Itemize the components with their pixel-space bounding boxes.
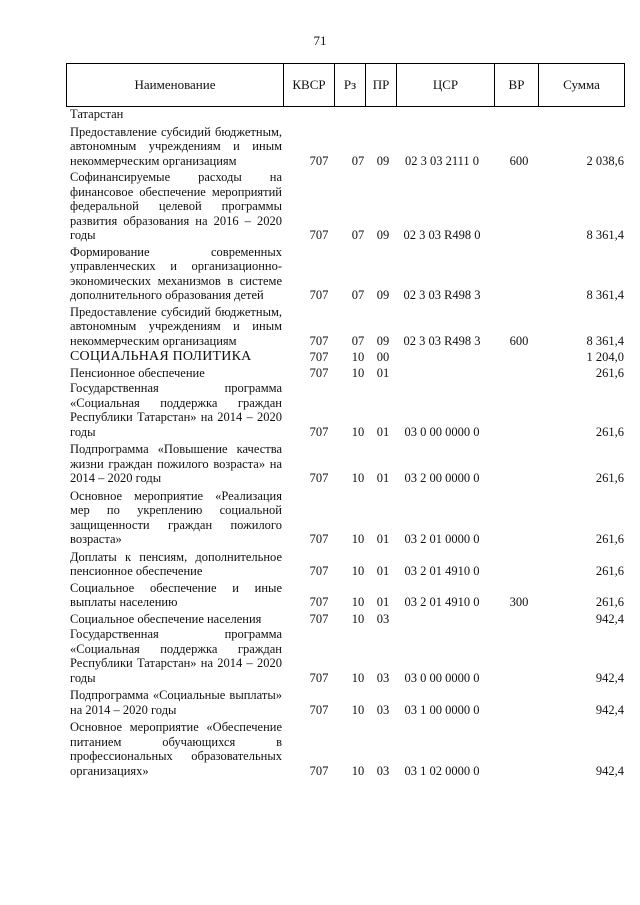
row-name: Софинансируемые расходы на финансовое обеспечение мероприятий федеральной целевой программы развития образования на 2016 – 2020 годы xyxy=(70,170,282,242)
table-row xyxy=(66,245,625,303)
kvsr-cell: 707 xyxy=(309,471,329,485)
csr-cell: 02 3 03 2111 0 xyxy=(404,153,480,168)
sum-cell: 8 361,4 xyxy=(586,288,624,302)
table-row xyxy=(66,612,625,627)
header-pr: ПР xyxy=(372,77,390,92)
rz-cell: 10 xyxy=(351,670,365,685)
sum-cell: 8 361,4 xyxy=(586,228,624,242)
sum-cell: 261,6 xyxy=(595,564,624,578)
csr-cell: 03 1 00 0000 0 xyxy=(404,702,480,717)
row-name: Государственная программа «Социальная поддержка граждан Республики Татарстан» на 2014 – 2020 годы xyxy=(70,627,282,685)
csr-cell: 03 2 01 0000 0 xyxy=(404,532,480,546)
header-rz: Рз xyxy=(343,77,357,92)
rz-cell: 10 xyxy=(351,595,365,609)
row-name: Доплаты к пенсиям, дополнительное пенсионное обеспечение xyxy=(70,549,282,578)
csr-cell: 02 3 03 R498 3 xyxy=(403,288,481,302)
rz-cell: 07 xyxy=(351,153,365,168)
csr-cell: 02 3 03 R498 3 xyxy=(403,333,481,348)
csr-cell: 02 3 03 R498 0 xyxy=(403,228,481,242)
page-number: 71 xyxy=(313,33,327,48)
sum-cell: 261,6 xyxy=(595,471,624,485)
csr-cell: 03 2 01 4910 0 xyxy=(404,564,480,578)
kvsr-cell: 707 xyxy=(309,288,329,302)
kvsr-cell: 707 xyxy=(309,763,329,778)
pr-cell: 09 xyxy=(376,228,390,242)
sum-cell: 942,4 xyxy=(595,670,624,685)
sum-cell: 261,6 xyxy=(595,424,624,439)
kvsr-cell: 707 xyxy=(309,702,329,717)
table-row xyxy=(66,688,625,717)
rz-cell: 10 xyxy=(351,702,365,717)
table-row xyxy=(66,305,625,349)
sum-cell: 261,6 xyxy=(595,532,624,546)
header-csr: ЦСР xyxy=(432,77,459,92)
rz-cell: 07 xyxy=(351,333,365,348)
row-name: Подпрограмма «Повышение качества жизни граждан пожилого возраста» на 2014 – 2020 годы xyxy=(70,442,282,485)
sum-cell: 1 204,0 xyxy=(586,350,624,364)
sum-cell: 261,6 xyxy=(595,595,624,609)
kvsr-cell: 707 xyxy=(309,424,329,439)
sum-cell: 2 038,6 xyxy=(586,153,624,168)
pr-cell: 03 xyxy=(376,702,390,717)
table-row xyxy=(66,550,625,579)
rz-cell: 10 xyxy=(351,424,365,439)
kvsr-cell: 707 xyxy=(309,670,329,685)
row-name: Татарстан xyxy=(70,107,124,121)
rz-cell: 10 xyxy=(351,350,365,364)
table-row xyxy=(66,170,625,243)
kvsr-cell: 707 xyxy=(309,595,329,609)
rz-cell: 10 xyxy=(351,471,365,485)
row-name: Предоставление субсидий бюджетным, автономным учреждениям и иным некоммерческим организациям xyxy=(70,124,282,168)
table-header xyxy=(66,63,625,107)
row-name: Предоставление субсидий бюджетным, автономным учреждениям и иным некоммерческим организациям xyxy=(70,304,282,348)
table-row xyxy=(66,489,625,547)
table-row xyxy=(66,107,625,122)
sum-cell: 942,4 xyxy=(595,611,624,626)
vr-cell: 600 xyxy=(509,333,529,348)
table-row xyxy=(66,125,625,169)
kvsr-cell: 707 xyxy=(309,564,329,578)
row-name: Формирование современных управленческих и организационно-экономических механизмов в системе дополнительного образования детей xyxy=(70,244,282,302)
rz-cell: 07 xyxy=(351,228,365,242)
pr-cell: 01 xyxy=(376,424,390,439)
table-row xyxy=(66,366,625,381)
csr-cell: 03 0 00 0000 0 xyxy=(404,424,480,439)
sum-cell: 261,6 xyxy=(595,365,624,380)
row-name: Пенсионное обеспечение xyxy=(70,365,205,380)
sum-cell: 8 361,4 xyxy=(586,333,624,348)
vr-cell: 600 xyxy=(509,153,529,168)
header-name: Наименование xyxy=(134,77,216,92)
pr-cell: 03 xyxy=(376,763,390,778)
pr-cell: 03 xyxy=(376,670,390,685)
sum-cell: 942,4 xyxy=(595,702,624,717)
csr-cell: 03 1 02 0000 0 xyxy=(404,763,480,778)
table-body xyxy=(66,107,625,781)
pr-cell: 01 xyxy=(376,595,390,609)
header-kvsr: КВСР xyxy=(292,77,326,92)
pr-cell: 01 xyxy=(376,532,390,546)
pr-cell: 09 xyxy=(376,153,390,168)
rz-cell: 10 xyxy=(351,611,365,626)
kvsr-cell: 707 xyxy=(309,333,329,348)
row-name: Основное мероприятие «Реализация мер по укреплению социальной защищенности граждан пожилого возраста» xyxy=(70,488,282,546)
pr-cell: 01 xyxy=(376,471,390,485)
csr-cell: 03 2 01 4910 0 xyxy=(404,595,480,609)
row-name: Государственная программа «Социальная поддержка граждан Республики Татарстан» на 2014 – 2020 годы xyxy=(70,381,282,439)
kvsr-cell: 707 xyxy=(309,228,329,242)
table-row xyxy=(66,720,625,778)
rz-cell: 10 xyxy=(351,532,365,546)
row-name: СОЦИАЛЬНАЯ ПОЛИТИКА xyxy=(70,349,252,364)
table-row xyxy=(66,581,625,610)
kvsr-cell: 707 xyxy=(309,365,329,380)
table-row xyxy=(66,442,625,486)
pr-cell: 01 xyxy=(376,564,390,578)
row-name: Основное мероприятие «Обеспечение питанием обучающихся в профессиональных образовательных организациях» xyxy=(70,720,282,778)
pr-cell: 09 xyxy=(376,333,390,348)
csr-cell: 03 0 00 0000 0 xyxy=(404,670,480,685)
table-row xyxy=(66,350,625,365)
sum-cell: 942,4 xyxy=(595,763,624,778)
row-name: Подпрограмма «Социальные выплаты» на 2014 – 2020 годы xyxy=(70,688,282,717)
rz-cell: 07 xyxy=(351,288,365,302)
row-name: Социальное обеспечение и иные выплаты населению xyxy=(70,580,282,609)
kvsr-cell: 707 xyxy=(309,153,329,168)
rz-cell: 10 xyxy=(351,365,365,380)
pr-cell: 03 xyxy=(376,611,390,626)
kvsr-cell: 707 xyxy=(309,611,329,626)
vr-cell: 300 xyxy=(509,595,529,609)
pr-cell: 00 xyxy=(376,350,390,364)
header-vr: ВР xyxy=(508,77,525,92)
table-row xyxy=(66,627,625,685)
kvsr-cell: 707 xyxy=(309,532,329,546)
row-name: Социальное обеспечение населения xyxy=(70,611,262,626)
pr-cell: 01 xyxy=(376,365,390,380)
table-row xyxy=(66,381,625,439)
kvsr-cell: 707 xyxy=(309,350,329,364)
header-sum: Сумма xyxy=(563,77,600,92)
csr-cell: 03 2 00 0000 0 xyxy=(404,471,480,485)
rz-cell: 10 xyxy=(351,564,365,578)
pr-cell: 09 xyxy=(376,288,390,302)
rz-cell: 10 xyxy=(351,763,365,778)
